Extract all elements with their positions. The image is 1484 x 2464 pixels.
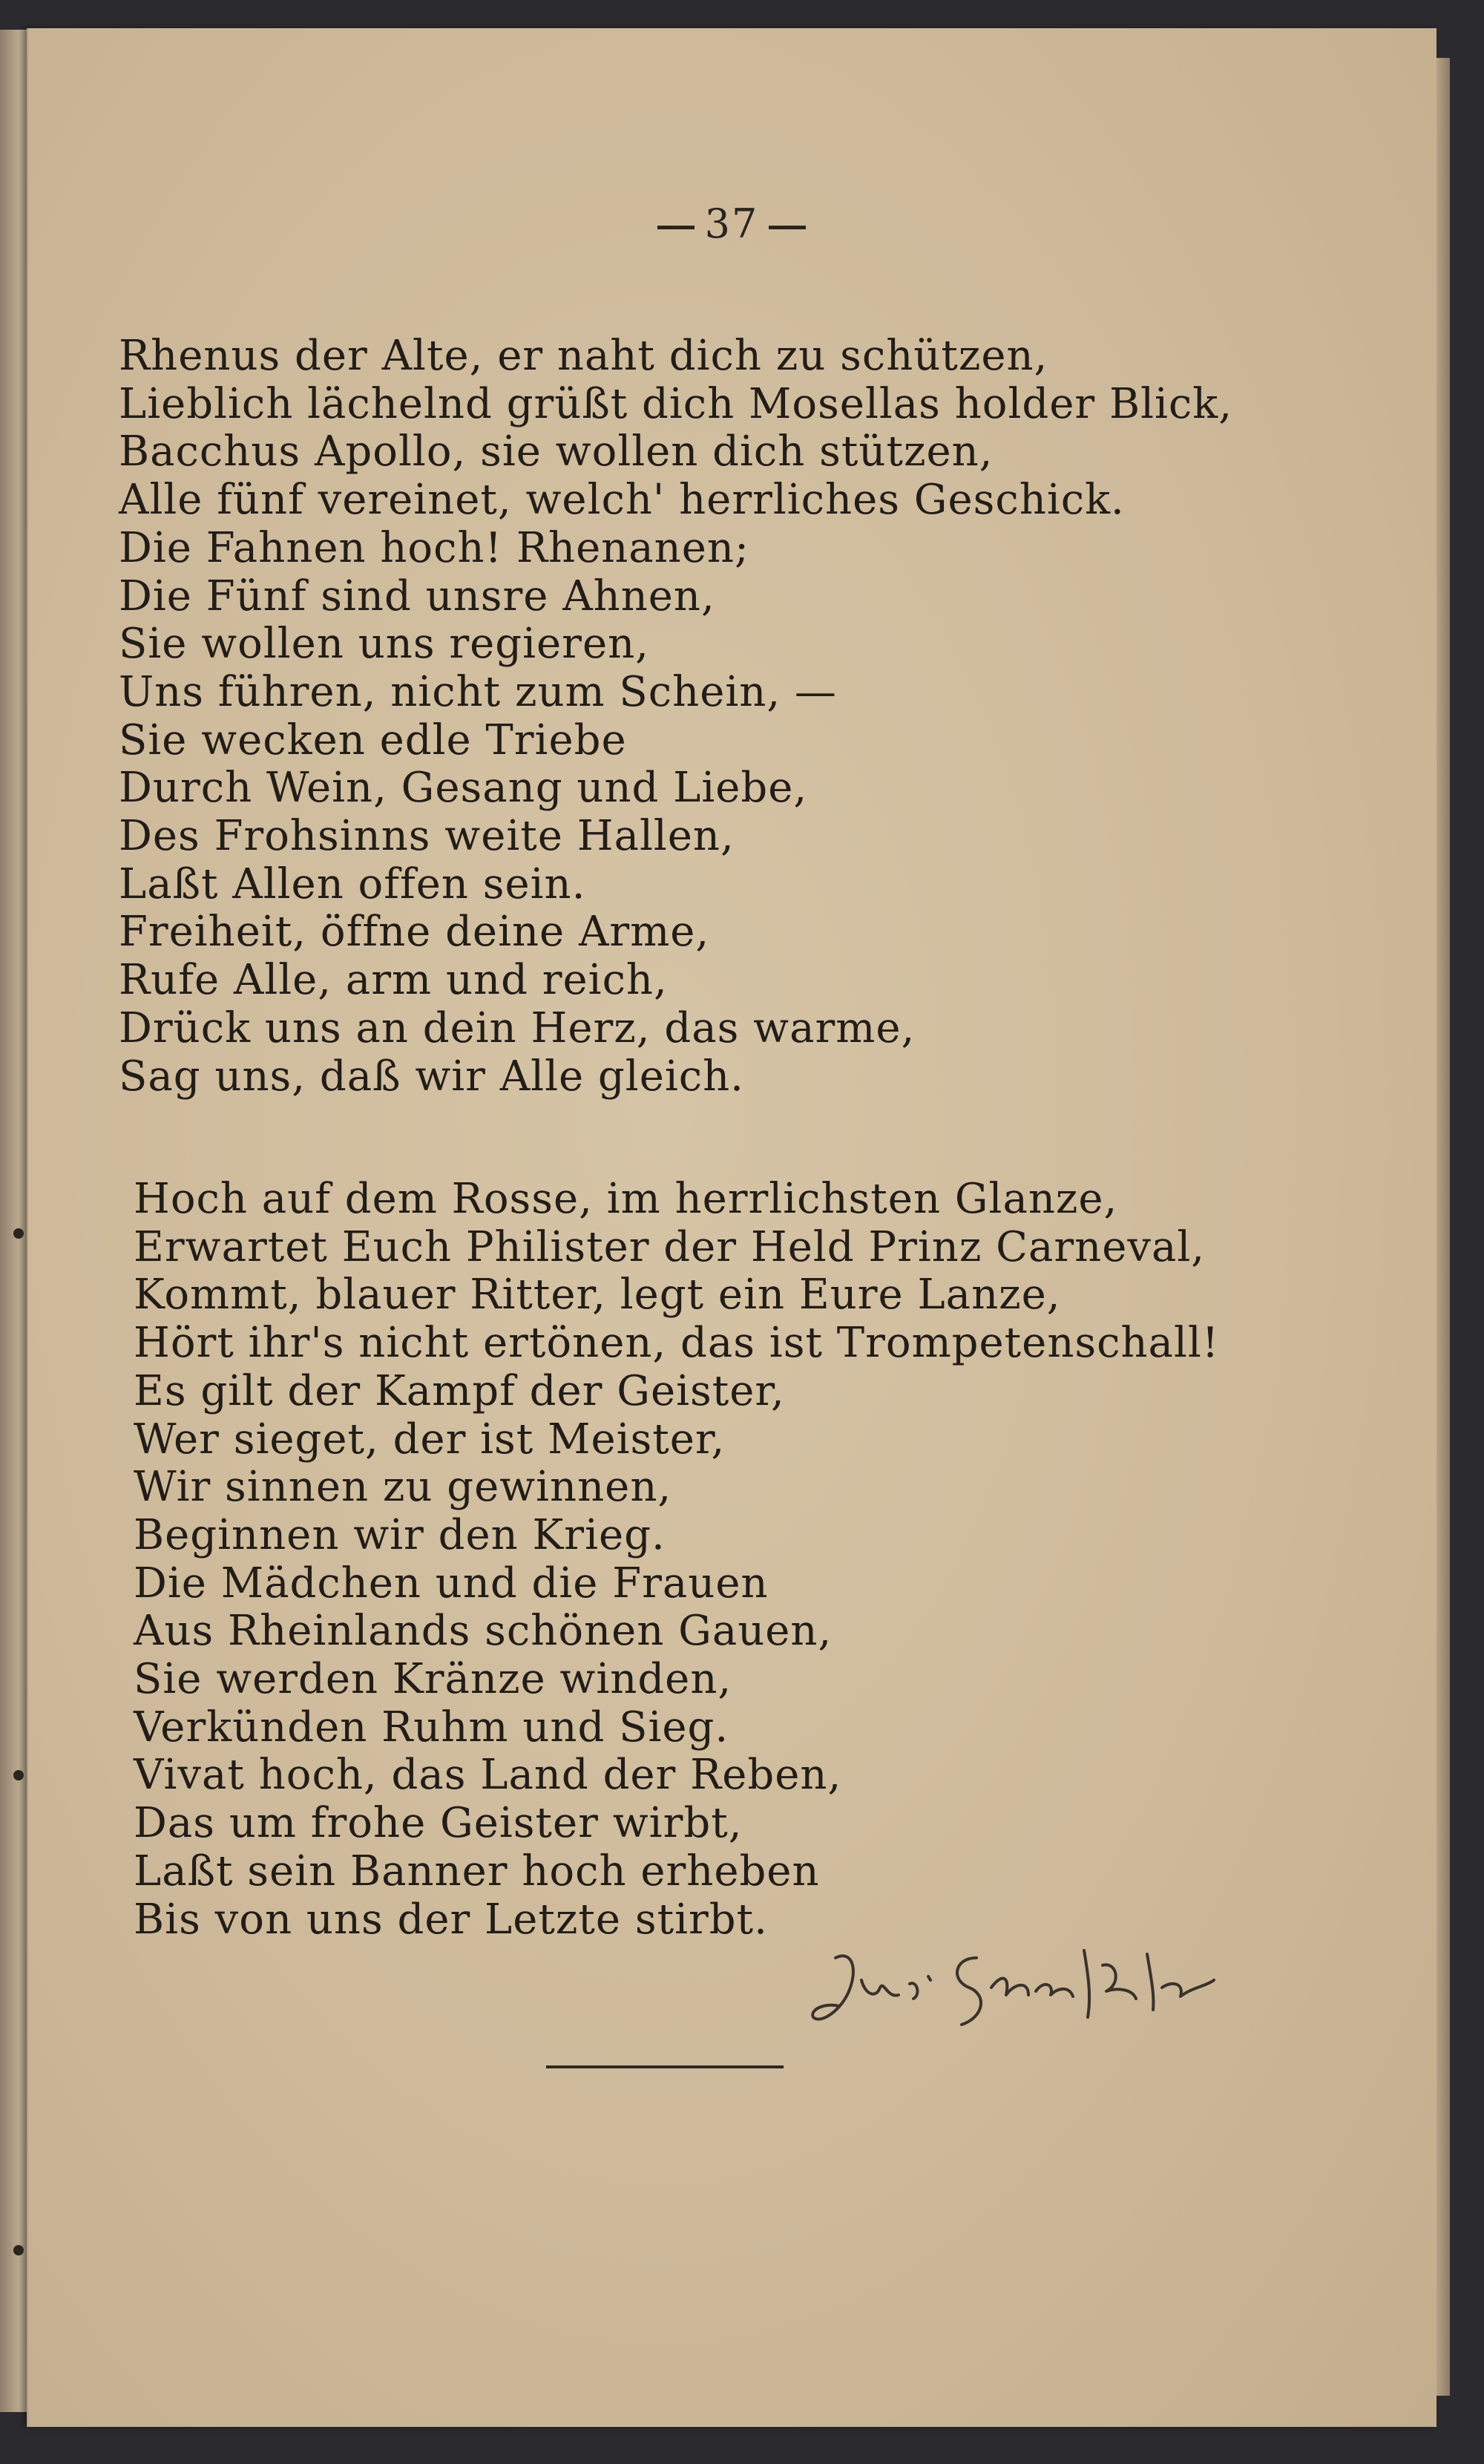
verse-line: Wir sinnen zu gewinnen, [134, 1463, 672, 1512]
verse-line: Hört ihr's nicht ertönen, das ist Trompetenschall! [134, 1319, 1220, 1368]
binding-mark [13, 2245, 24, 2255]
verse-line: Die Fünf sind unsre Ahnen, [119, 571, 715, 620]
verse-line: Kommt, blauer Ritter, legt ein Eure Lanze, [134, 1271, 1061, 1320]
verse-line: Freiheit, öffne deine Arme, [119, 908, 710, 957]
end-rule [546, 2065, 784, 2068]
page-number-dash-left [657, 226, 695, 229]
verse-line: Bis von uns der Letzte stirbt. [134, 1895, 768, 1944]
verse-line: Verkünden Ruhm und Sieg. [134, 1703, 729, 1752]
verse-line: Rufe Alle, arm und reich, [119, 956, 668, 1005]
verse-line: Alle fünf vereinet, welch' herrliches Geschick. [119, 476, 1125, 525]
verse-line: Lieblich lächelnd grüßt dich Mosellas holder Blick, [119, 379, 1233, 428]
page-stack-edge [1437, 58, 1450, 2396]
verse-line: Drück uns an dein Herz, das warme, [119, 1003, 916, 1052]
verse-line: Die Fahnen hoch! Rhenanen; [119, 523, 749, 572]
poem-stanza-1 [119, 332, 1232, 1101]
page-number-dash-right [769, 226, 806, 229]
verse-line: Laßt sein Banner hoch erheben [134, 1847, 820, 1895]
verse-line: Bacchus Apollo, sie wollen dich stützen, [119, 427, 994, 476]
verse-line: Rhenus der Alte, er naht dich zu schützen, [119, 332, 1048, 380]
poem-stanza-2 [134, 1176, 1219, 1944]
binding-mark [13, 1228, 24, 1239]
verse-line: Beginnen wir den Krieg. [134, 1510, 666, 1559]
verse-line: Sie wecken edle Triebe [119, 715, 627, 764]
verse-line: Sie werden Kränze winden, [134, 1655, 732, 1704]
verse-line: Es gilt der Kampf der Geister, [134, 1366, 785, 1415]
verse-line: Aus Rheinlands schönen Gauen, [134, 1607, 833, 1656]
verse-line: Erwartet Euch Philister der Held Prinz Carneval, [134, 1222, 1206, 1271]
verse-line: Vivat hoch, das Land der Reben, [134, 1751, 842, 1800]
verse-line: Wer sieget, der ist Meister, [134, 1415, 726, 1464]
verse-line: Laßt Allen offen sein. [119, 859, 586, 908]
binding-mark [13, 1770, 24, 1780]
verse-line: Die Mädchen und die Frauen [134, 1559, 769, 1608]
verse-line: Das um frohe Geister wirbt, [134, 1799, 743, 1848]
verse-line: Hoch auf dem Rosse, im herrlichsten Glanze, [134, 1175, 1118, 1223]
verse-line: Sag uns, daß wir Alle gleich. [119, 1052, 744, 1101]
handwritten-signature [806, 1928, 1281, 2047]
page-number [27, 200, 1437, 247]
verse-line: Des Frohsinns weite Hallen, [119, 812, 735, 861]
verse-line: Sie wollen uns regieren, [119, 620, 649, 669]
verse-line: Durch Wein, Gesang und Liebe, [119, 764, 808, 813]
book-page [27, 28, 1437, 2427]
verse-line: Uns führen, nicht zum Schein, — [119, 667, 837, 716]
page-number-text: 37 [704, 200, 759, 247]
